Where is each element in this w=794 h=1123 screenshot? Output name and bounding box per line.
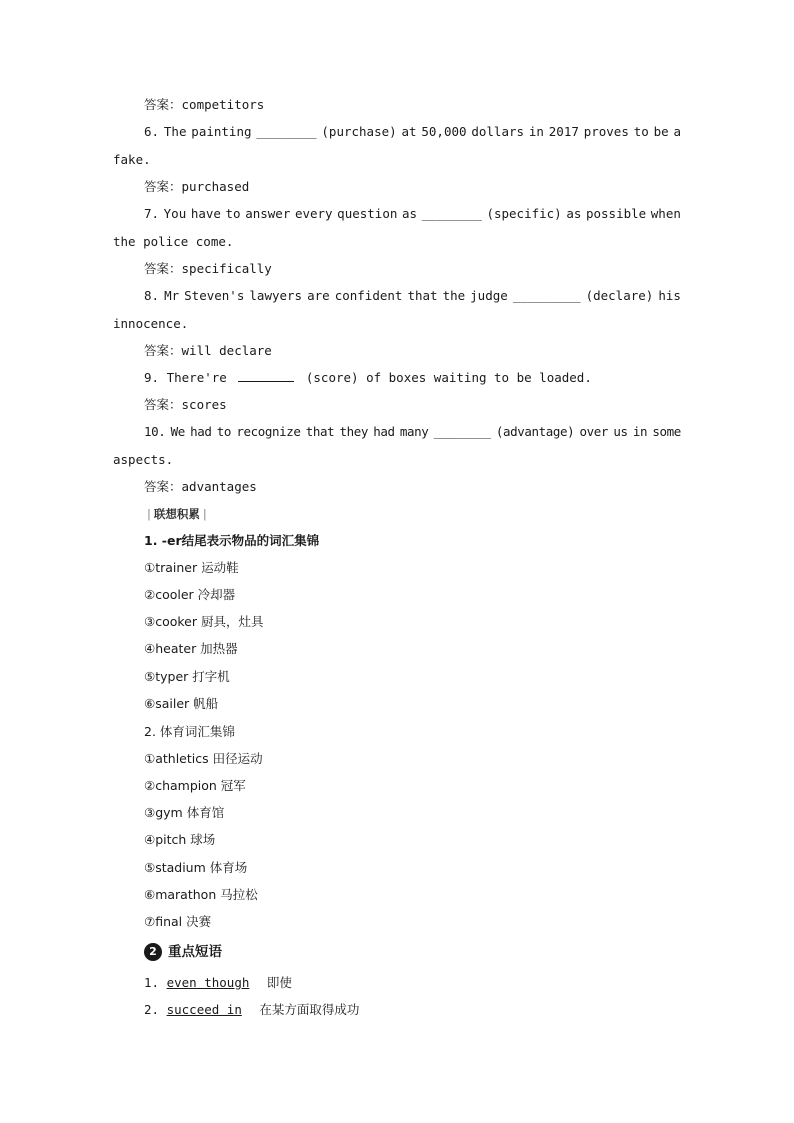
word: You	[163, 206, 187, 221]
answer-label: 答案：	[144, 261, 182, 276]
word: a	[673, 124, 681, 139]
word: at	[401, 124, 417, 139]
phrase-text: even though	[166, 975, 250, 990]
assoc-item: ⑥marathon 马拉松	[144, 887, 258, 902]
assoc-item: ②cooler 冷却器	[144, 587, 236, 602]
answer-label: 答案：	[144, 343, 182, 358]
blank: ________	[421, 206, 482, 221]
phrase-text: succeed in	[166, 1002, 242, 1017]
word: some	[652, 424, 681, 439]
question-number: 10.	[144, 424, 166, 439]
question-number: 6.	[144, 124, 160, 139]
question-number: 8.	[144, 288, 160, 303]
word: be	[653, 124, 669, 139]
blank	[238, 368, 294, 382]
answer-label: 答案：	[144, 479, 182, 494]
blank: _________	[512, 288, 581, 303]
word: possible	[585, 206, 647, 221]
phrase-number: 1.	[144, 975, 160, 990]
word: many	[399, 424, 429, 439]
word: question	[337, 206, 398, 221]
word: as	[566, 206, 582, 221]
word: they	[339, 424, 368, 439]
assoc-tag-label: 联想积累	[153, 507, 200, 521]
word: as	[401, 206, 418, 221]
word: his	[658, 288, 681, 303]
question-8-line2: innocence.	[113, 316, 189, 331]
phrase-meaning: 即使	[266, 975, 292, 990]
answer-value: advantages	[181, 479, 257, 494]
word: to	[216, 424, 232, 439]
question-8-line1	[144, 286, 681, 306]
question-10-line1	[144, 422, 681, 442]
answer-7	[144, 259, 681, 279]
word: Steven's	[184, 288, 245, 303]
answer-8	[144, 341, 681, 361]
answer-5	[144, 95, 681, 115]
answer-value: scores	[181, 397, 227, 412]
word: to	[633, 124, 649, 139]
section-heading	[144, 941, 681, 963]
word: confident	[334, 288, 403, 303]
question-number: 7.	[144, 206, 160, 221]
answer-value: specifically	[181, 261, 272, 276]
question-number: 9.	[144, 370, 160, 385]
word: when	[650, 206, 681, 221]
word: lawyers	[249, 288, 303, 303]
question-9	[144, 368, 681, 388]
word: (purchase)	[321, 124, 397, 139]
assoc-item: ⑤stadium 体育场	[144, 860, 248, 875]
word: that	[407, 288, 438, 303]
assoc-item: ①trainer 运动鞋	[144, 560, 239, 575]
word: (declare)	[585, 288, 654, 303]
word: us	[613, 424, 628, 439]
phrase-item-2	[144, 1000, 681, 1020]
question-10-line2: aspects.	[113, 452, 174, 467]
question-7-line1	[144, 204, 681, 224]
blank: ________	[256, 124, 317, 139]
phrase-meaning: 在某方面取得成功	[259, 1002, 360, 1017]
word: proves	[583, 124, 629, 139]
word: every	[294, 206, 333, 221]
question-text: (score) of boxes waiting to be loaded.	[305, 370, 592, 385]
question-6-line2: fake.	[113, 152, 151, 167]
assoc-item: ①athletics 田径运动	[144, 751, 263, 766]
assoc-item: ⑥sailer 帆船	[144, 696, 219, 711]
section-number-badge: 2	[144, 943, 162, 961]
word: had	[190, 424, 212, 439]
section-title: 重点短语	[168, 944, 222, 960]
answer-value: purchased	[181, 179, 250, 194]
word: (advantage)	[495, 424, 575, 439]
assoc-item: ③gym 体育馆	[144, 805, 225, 820]
answer-value: will declare	[181, 343, 272, 358]
word: the	[442, 288, 466, 303]
assoc-item: ⑦final 决赛	[144, 914, 212, 929]
word: had	[373, 424, 395, 439]
phrase-number: 2.	[144, 1002, 160, 1017]
word: recognize	[236, 424, 301, 439]
answer-10	[144, 477, 681, 497]
answer-value: competitors	[181, 97, 265, 112]
answer-label: 答案：	[144, 397, 182, 412]
assoc-tag: | 联想积累 |	[147, 507, 207, 521]
word: judge	[470, 288, 508, 303]
word: to	[225, 206, 241, 221]
answer-6	[144, 177, 681, 197]
word: The	[163, 124, 187, 139]
assoc-item: ④pitch 球场	[144, 832, 216, 847]
word: that	[305, 424, 335, 439]
blank: ________	[433, 424, 491, 439]
assoc-group2-title: 2. 体育词汇集锦	[144, 724, 235, 739]
assoc-group1-title: 1. -er结尾表示物品的词汇集锦	[144, 533, 320, 548]
word: painting	[191, 124, 252, 139]
word: in	[528, 124, 544, 139]
answer-label: 答案：	[144, 97, 182, 112]
question-6-line1	[144, 122, 681, 142]
word: 2017	[548, 124, 579, 139]
word: (specific)	[486, 206, 562, 221]
word: answer	[245, 206, 291, 221]
word: have	[190, 206, 221, 221]
word: dollars	[471, 124, 525, 139]
assoc-item: ②champion 冠军	[144, 778, 246, 793]
answer-9	[144, 395, 681, 415]
assoc-item: ③cooker 厨具，灶具	[144, 614, 264, 629]
word: over	[579, 424, 609, 439]
word: 50,000	[421, 124, 467, 139]
assoc-item: ④heater 加热器	[144, 641, 238, 656]
answer-label: 答案：	[144, 179, 182, 194]
assoc-item: ⑤typer 打字机	[144, 669, 230, 684]
phrase-item-1	[144, 973, 681, 993]
question-7-line2: the police come.	[113, 234, 234, 249]
word: Mr	[164, 288, 180, 303]
word: are	[307, 288, 330, 303]
word: We	[170, 424, 185, 439]
word: in	[632, 424, 648, 439]
question-text: There're	[166, 370, 227, 385]
